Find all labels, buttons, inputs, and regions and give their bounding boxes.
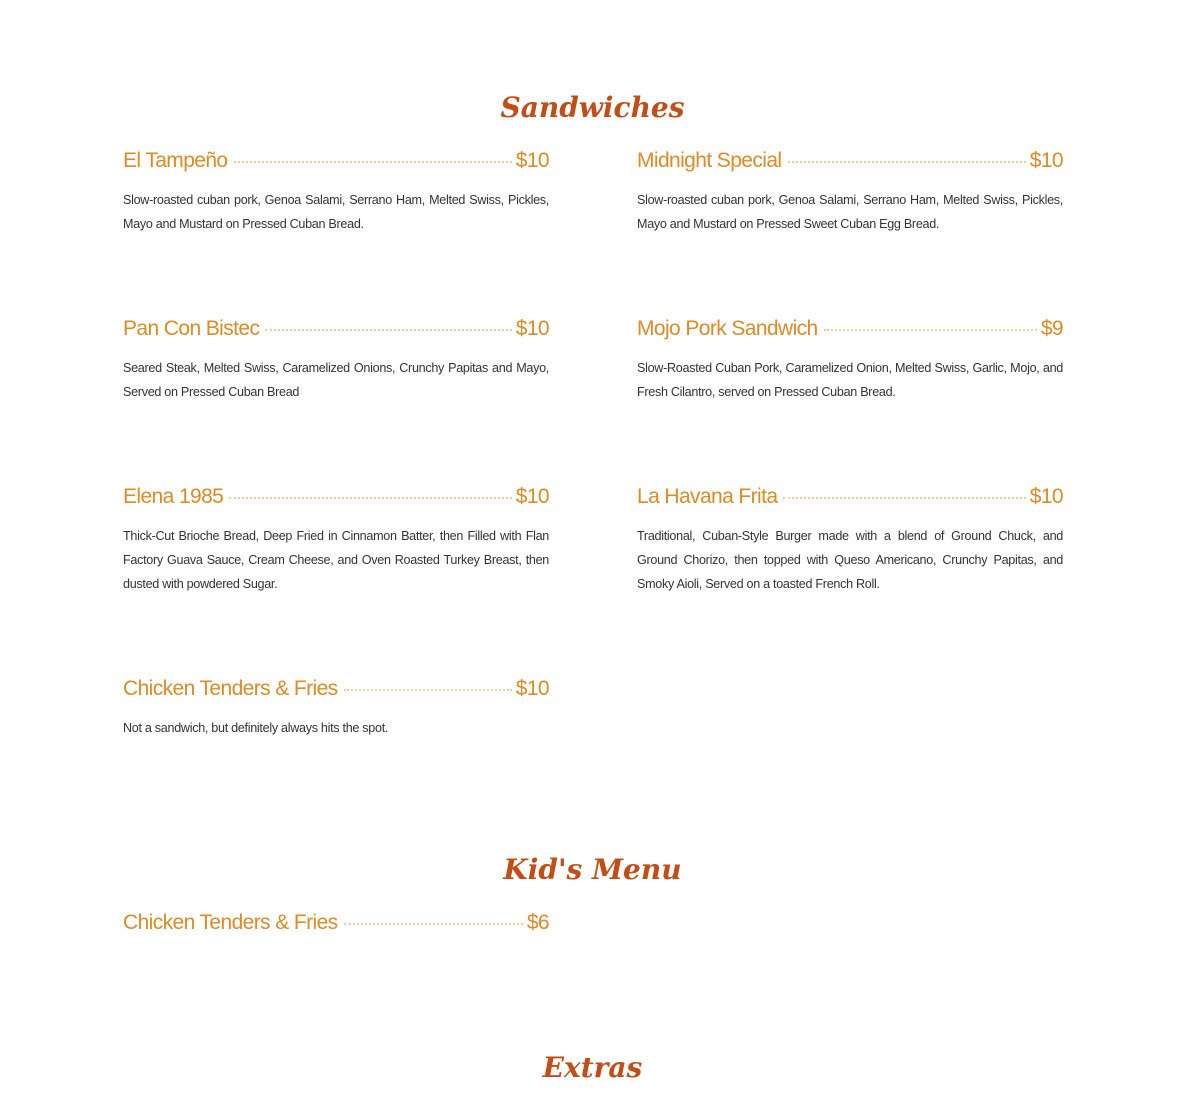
dot-leader [234, 161, 512, 163]
item-description: Slow-Roasted Cuban Pork, Caramelized Onion, Melted Swiss, Garlic, Mojo, and Fresh Cilantro, served on Pressed Cuban Bread. [637, 361, 1063, 399]
item-price: $6 [526, 911, 549, 934]
dot-leader [783, 497, 1025, 499]
menu-item-kids-chicken-tenders [123, 910, 549, 940]
menu-item-chicken-tenders [123, 676, 549, 740]
item-name: Chicken Tenders & Fries [123, 677, 338, 700]
item-price: $9 [1040, 317, 1063, 340]
item-price: $10 [515, 485, 549, 508]
section-title-kids-menu: Kid's Menu [503, 853, 682, 886]
dot-leader [344, 923, 523, 925]
dot-leader [824, 329, 1037, 331]
dot-leader [788, 161, 1026, 163]
dot-leader [344, 689, 512, 691]
item-description: Thick-Cut Brioche Bread, Deep Fried in Cinnamon Batter, then Filled with Flan Factory Guava Sauce, Cream Cheese, and Oven Roasted Turkey Breast, then dusted with powdered Sugar. [123, 529, 549, 591]
dot-leader [265, 329, 511, 331]
item-description: Not a sandwich, but definitely always hits the spot. [123, 721, 389, 735]
item-name: El Tampeño [123, 149, 228, 172]
section-title-sandwiches: Sandwiches [500, 91, 685, 124]
item-price: $10 [515, 317, 549, 340]
item-price: $10 [515, 677, 549, 700]
item-description: Traditional, Cuban-Style Burger made with a blend of Ground Chuck, and Ground Chorizo, then topped with Queso Americano, Crunchy Papitas, and Smoky Aioli, Served on a toasted French Roll. [637, 529, 1063, 591]
item-price: $10 [1029, 485, 1063, 508]
menu-item-mojo-pork-sandwich [637, 316, 1063, 404]
item-description: Slow-roasted cuban pork, Genoa Salami, Serrano Ham, Melted Swiss, Pickles, Mayo and Mustard on Pressed Cuban Bread. [123, 193, 549, 231]
item-price: $10 [515, 149, 549, 172]
item-name: La Havana Frita [637, 485, 778, 508]
item-name: Mojo Pork Sandwich [637, 317, 818, 340]
menu-item-elena-1985 [123, 484, 549, 596]
item-name: Pan Con Bistec [123, 317, 260, 340]
menu-item-el-tampeno [123, 148, 549, 236]
menu-item-pan-con-bistec [123, 316, 549, 404]
item-description: Seared Steak, Melted Swiss, Caramelized Onions, Crunchy Papitas and Mayo, Served on Pressed Cuban Bread [123, 361, 549, 399]
section-title-extras: Extras [542, 1051, 643, 1084]
item-description: Slow-roasted cuban pork, Genoa Salami, Serrano Ham, Melted Swiss, Pickles, Mayo and Mustard on Pressed Sweet Cuban Egg Bread. [637, 193, 1063, 231]
item-price: $10 [1029, 149, 1063, 172]
menu-item-midnight-special [637, 148, 1063, 236]
item-name: Midnight Special [637, 149, 782, 172]
menu-item-la-havana-frita [637, 484, 1063, 596]
item-name: Elena 1985 [123, 485, 224, 508]
dot-leader [229, 497, 511, 499]
item-name: Chicken Tenders & Fries [123, 911, 338, 934]
